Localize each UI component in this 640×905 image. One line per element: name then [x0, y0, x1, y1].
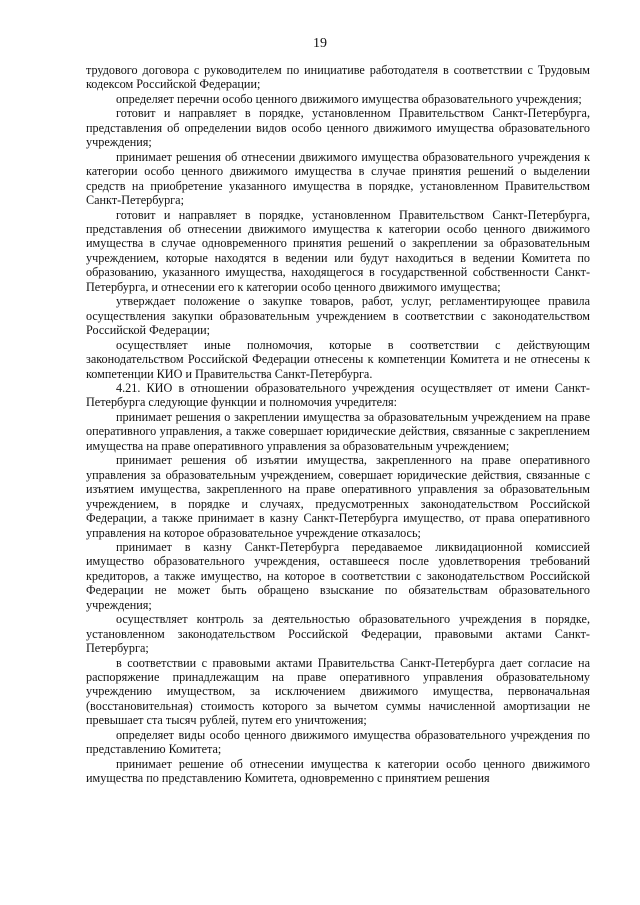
paragraph: осуществляет иные полномочия, которые в соответствии с действующим законодательством Российской Федерации отнесены к компетенции Комитета и не отнесены к компетенции КИО и Правительства Санкт-Петербурга. — [86, 337, 590, 381]
paragraph: определяет перечни особо ценного движимого имущества образовательного учреждения; — [116, 91, 582, 106]
paragraph: определяет виды особо ценного движимого имущества образовательного учреждения по представлению Комитета; — [86, 727, 590, 757]
paragraph: готовит и направляет в порядке, установленном Правительством Санкт-Петербурга, представления об определении видов особо ценного движимого имущества образовательного учреждения; — [86, 106, 590, 150]
paragraph: принимает в казну Санкт-Петербурга передаваемое ликвидационной комиссией имущество образовательного учреждения, оставшееся после удовлетворения требований кредиторов, а также имущество, на которое в соответствии с законодательством Российской Федерации не может быть обращено взыскание по обязательствам образовательного учреждения; — [86, 539, 590, 612]
paragraph: готовит и направляет в порядке, установленном Правительством Санкт-Петербурга, представления об отнесении движимого имущества к категории особо ценного движимого имущества в случае одновременного принятия решений о закреплении за образовательным учреждением, которые находятся в ведении или будут находиться в ведении Комитета по образованию, указанного имущества, находящегося в государственной собственности Санкт-Петербурга, и отнесении его к категории особо ценного движимого имущества; — [86, 207, 590, 294]
document-body — [86, 63, 590, 786]
paragraph: принимает решения об изъятии имущества, закрепленного на праве оперативного управления за образовательным учреждением, совершает юридические действия, связанные с изъятием имущества, закрепленного на праве оперативного управления за образовательным учреждением, в порядке и случаях, предусмотренных законодательством Российской Федерации, а также принимает в казну Санкт-Петербурга имущество, от права оперативного управления на которое образовательное учреждение отказалось; — [86, 453, 590, 540]
paragraph: принимает решения о закреплении имущества за образовательным учреждением на праве оперативного управления, а также совершает юридические действия, связанные с закреплением имущества на праве оперативного управления за образовательным учреждением; — [86, 409, 590, 453]
paragraph: трудового договора с руководителем по инициативе работодателя в соответствии с Трудовым кодексом Российской Федерации; — [86, 63, 590, 92]
paragraph: принимает решения об отнесении движимого имущества образовательного учреждения к категории особо ценного движимого имущества в случае принятия решений о выделении средств на приобретение указанного имущества в порядке, установленном Правительством Санкт-Петербурга; — [86, 149, 590, 208]
page-number: 19 — [313, 36, 327, 51]
paragraph: принимает решение об отнесении имущества к категории особо ценного движимого имущества по представлению Комитета, одновременно с принятием решения — [86, 756, 590, 786]
paragraph: утверждает положение о закупке товаров, работ, услуг, регламентирующее правила осуществления закупки образовательным учреждением в соответствии с законодательством Российской Федерации; — [86, 294, 590, 338]
paragraph: осуществляет контроль за деятельностью образовательного учреждения в порядке, установленном законодательством Российской Федерации, правовыми актами Санкт-Петербурга; — [86, 612, 590, 656]
paragraph: в соответствии с правовыми актами Правительства Санкт-Петербурга дает согласие на распоряжение принадлежащим на праве оперативного управления образовательному учреждению имуществом, за исключением движимого имущества, первоначальная (восстановительная) стоимость которого за вычетом суммы начисленной амортизации не превышает ста тысяч рублей, путем его уничтожения; — [86, 655, 590, 728]
section-paragraph-4-21: 4.21. КИО в отношении образовательного учреждения осуществляет от имени Санкт-Петербурга следующие функции и полномочия учредителя: — [86, 380, 590, 410]
